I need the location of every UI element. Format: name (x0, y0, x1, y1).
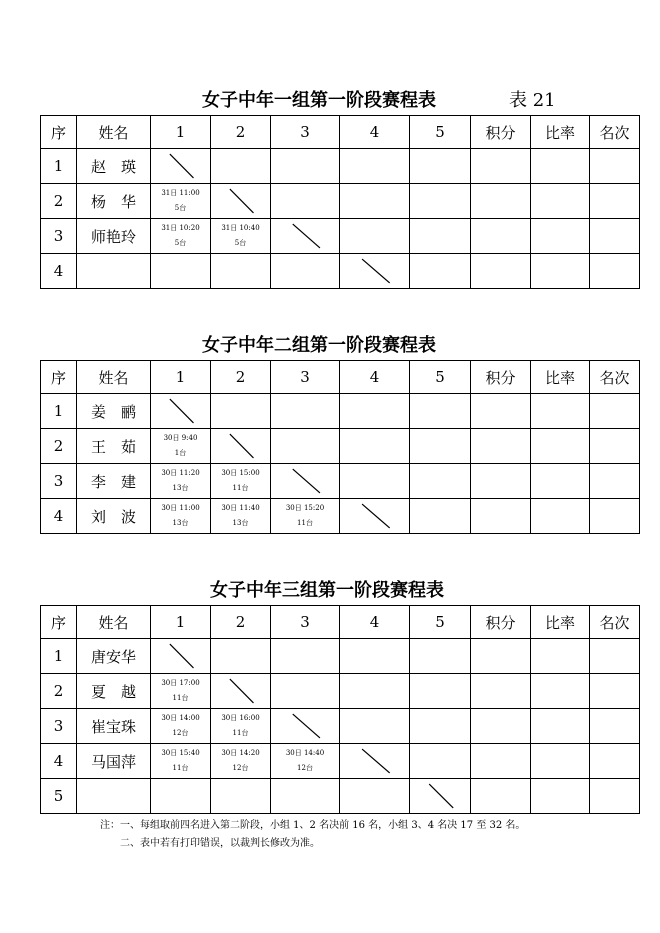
table-row (41, 149, 640, 184)
empty-cell (410, 254, 471, 289)
column-header: 姓名 (77, 116, 151, 149)
table-row (41, 674, 640, 709)
match-info (151, 711, 210, 741)
match-info (211, 746, 270, 776)
column-header: 积分 (471, 361, 531, 394)
match-table: 11台 (232, 729, 249, 737)
column-header: 5 (410, 361, 471, 394)
column-header: 积分 (471, 116, 531, 149)
column-header: 4 (340, 606, 410, 639)
empty-cell (410, 674, 471, 709)
column-header: 名次 (590, 606, 640, 639)
match-info (151, 221, 210, 251)
self-match-diagonal (271, 709, 340, 744)
empty-cell (271, 429, 340, 464)
empty-cell (471, 219, 531, 254)
seed-number: 5 (41, 779, 77, 814)
empty-cell (471, 184, 531, 219)
empty-cell (590, 709, 640, 744)
empty-cell (471, 709, 531, 744)
match-cell (151, 464, 211, 499)
empty-cell (590, 184, 640, 219)
empty-cell (531, 394, 590, 429)
player-name (77, 254, 151, 289)
empty-cell (271, 639, 340, 674)
diagonal-line (151, 639, 210, 673)
self-match-diagonal (211, 674, 271, 709)
empty-cell (471, 674, 531, 709)
match-time: 31日 10:40 (221, 224, 260, 232)
match-table: 5台 (174, 239, 187, 247)
empty-cell (590, 464, 640, 499)
column-header: 序 (41, 116, 77, 149)
match-time: 30日 11:40 (221, 504, 260, 512)
empty-cell (590, 674, 640, 709)
column-header: 2 (211, 606, 271, 639)
diagonal-line (410, 779, 470, 813)
seed-number: 4 (41, 499, 77, 534)
match-cell (271, 499, 340, 534)
column-header: 3 (271, 606, 340, 639)
empty-cell (531, 744, 590, 779)
match-time: 30日 14:40 (285, 749, 325, 757)
column-header: 比率 (531, 606, 590, 639)
table-row (41, 429, 640, 464)
empty-cell (211, 254, 271, 289)
header-row (41, 606, 640, 639)
player-name: 姜 鹂 (77, 394, 151, 429)
empty-cell (471, 744, 531, 779)
group-1-title: 女子中年一组第一阶段赛程表 (202, 90, 436, 111)
empty-cell (531, 429, 590, 464)
player-name: 马国萍 (77, 744, 151, 779)
empty-cell (340, 149, 410, 184)
match-table: 13台 (172, 484, 189, 492)
empty-cell (410, 464, 471, 499)
column-header: 5 (410, 116, 471, 149)
empty-cell (531, 499, 590, 534)
match-info (151, 676, 210, 706)
empty-cell (531, 779, 590, 814)
match-time: 30日 15:20 (285, 504, 325, 512)
empty-cell (340, 429, 410, 464)
diagonal-line (211, 674, 270, 708)
column-header: 序 (41, 361, 77, 394)
empty-cell (590, 639, 640, 674)
group-2-title: 女子中年二组第一阶段赛程表 (202, 335, 436, 356)
match-info (271, 746, 339, 776)
table-row (41, 219, 640, 254)
header-row (41, 116, 640, 149)
column-header: 比率 (531, 116, 590, 149)
match-time: 31日 10:20 (161, 224, 200, 232)
column-header: 5 (410, 606, 471, 639)
match-info (211, 466, 270, 496)
table-row (41, 639, 640, 674)
empty-cell (271, 254, 340, 289)
match-time: 30日 14:00 (161, 714, 200, 722)
empty-cell (590, 429, 640, 464)
seed-number: 1 (41, 149, 77, 184)
empty-cell (410, 709, 471, 744)
empty-cell (340, 709, 410, 744)
table-number-label: 表 21 (509, 90, 556, 111)
seed-number: 2 (41, 674, 77, 709)
column-header: 1 (151, 361, 211, 394)
match-cell (151, 499, 211, 534)
empty-cell (410, 394, 471, 429)
column-header: 姓名 (77, 606, 151, 639)
self-match-diagonal (151, 149, 211, 184)
column-header: 4 (340, 116, 410, 149)
match-cell (151, 674, 211, 709)
empty-cell (471, 779, 531, 814)
match-table: 13台 (172, 519, 189, 527)
match-cell (151, 744, 211, 779)
diagonal-line (211, 429, 270, 463)
diagonal-line (271, 709, 339, 743)
group-1-schedule-table (40, 115, 640, 289)
match-info (151, 746, 210, 776)
column-header: 2 (211, 116, 271, 149)
match-info (151, 501, 210, 531)
empty-cell (590, 219, 640, 254)
match-info (211, 501, 270, 531)
match-table: 13台 (232, 519, 249, 527)
header-row (41, 361, 640, 394)
player-name: 唐安华 (77, 639, 151, 674)
table-row (41, 744, 640, 779)
match-time: 30日 15:00 (221, 469, 260, 477)
empty-cell (471, 429, 531, 464)
diagonal-line (151, 149, 210, 183)
empty-cell (211, 639, 271, 674)
table-row (41, 709, 640, 744)
column-header: 比率 (531, 361, 590, 394)
empty-cell (590, 394, 640, 429)
group-3-schedule-table (40, 605, 640, 814)
match-info (151, 431, 210, 461)
empty-cell (271, 184, 340, 219)
empty-cell (471, 149, 531, 184)
match-time: 30日 14:20 (221, 749, 260, 757)
empty-cell (151, 254, 211, 289)
player-name: 李 建 (77, 464, 151, 499)
player-name: 刘 波 (77, 499, 151, 534)
match-info (211, 221, 270, 251)
empty-cell (531, 149, 590, 184)
column-header: 名次 (590, 361, 640, 394)
seed-number: 4 (41, 254, 77, 289)
match-info (211, 711, 270, 741)
match-info (271, 501, 339, 531)
match-time: 30日 15:40 (161, 749, 200, 757)
diagonal-line (340, 499, 409, 533)
empty-cell (590, 499, 640, 534)
note-line-1: 注：一、每组取前四名进入第二阶段，小组 1、2 名决前 16 名，小组 3、4 名决 17 至 32 名。 (100, 820, 526, 831)
match-table: 12台 (172, 729, 189, 737)
empty-cell (590, 149, 640, 184)
match-table: 5台 (174, 204, 187, 212)
match-table: 11台 (232, 484, 249, 492)
column-header: 序 (41, 606, 77, 639)
self-match-diagonal (271, 464, 340, 499)
match-time: 30日 16:00 (221, 714, 260, 722)
empty-cell (471, 254, 531, 289)
match-table: 11台 (172, 764, 189, 772)
empty-cell (211, 394, 271, 429)
empty-cell (590, 744, 640, 779)
seed-number: 3 (41, 709, 77, 744)
table-row (41, 779, 640, 814)
notes (100, 817, 525, 853)
match-time: 30日 11:20 (161, 469, 200, 477)
table-row (41, 499, 640, 534)
empty-cell (271, 394, 340, 429)
column-header: 3 (271, 361, 340, 394)
player-name: 夏 越 (77, 674, 151, 709)
column-header: 3 (271, 116, 340, 149)
match-cell (151, 219, 211, 254)
group-2-schedule-table (40, 360, 640, 534)
seed-number: 1 (41, 639, 77, 674)
column-header: 1 (151, 116, 211, 149)
table-row (41, 184, 640, 219)
match-time: 30日 17:00 (161, 679, 200, 687)
empty-cell (410, 499, 471, 534)
self-match-diagonal (340, 499, 410, 534)
empty-cell (410, 184, 471, 219)
match-cell (271, 744, 340, 779)
self-match-diagonal (151, 639, 211, 674)
self-match-diagonal (211, 184, 271, 219)
column-header: 积分 (471, 606, 531, 639)
match-table: 1台 (174, 449, 187, 457)
self-match-diagonal (340, 744, 410, 779)
empty-cell (531, 464, 590, 499)
match-cell (211, 464, 271, 499)
empty-cell (531, 674, 590, 709)
player-name: 师艳玲 (77, 219, 151, 254)
match-table: 5台 (234, 239, 247, 247)
seed-number: 3 (41, 219, 77, 254)
match-table: 12台 (297, 764, 313, 772)
empty-cell (271, 149, 340, 184)
empty-cell (271, 674, 340, 709)
diagonal-line (340, 744, 409, 778)
match-info (151, 466, 210, 496)
note-line-2: 二、表中若有打印错误，以裁判长修改为准。 (100, 838, 320, 849)
match-cell (211, 709, 271, 744)
empty-cell (211, 149, 271, 184)
empty-cell (340, 674, 410, 709)
empty-cell (340, 464, 410, 499)
table-row (41, 254, 640, 289)
self-match-diagonal (410, 779, 471, 814)
seed-number: 2 (41, 429, 77, 464)
empty-cell (531, 709, 590, 744)
empty-cell (211, 779, 271, 814)
empty-cell (471, 499, 531, 534)
empty-cell (340, 184, 410, 219)
diagonal-line (271, 219, 339, 253)
empty-cell (531, 184, 590, 219)
empty-cell (471, 394, 531, 429)
seed-number: 2 (41, 184, 77, 219)
table-row (41, 464, 640, 499)
empty-cell (471, 464, 531, 499)
self-match-diagonal (211, 429, 271, 464)
diagonal-line (151, 394, 210, 428)
column-header: 4 (340, 361, 410, 394)
self-match-diagonal (340, 254, 410, 289)
column-header: 1 (151, 606, 211, 639)
player-name: 赵 瑛 (77, 149, 151, 184)
match-info (151, 186, 210, 216)
match-cell (151, 429, 211, 464)
match-cell (211, 499, 271, 534)
table-row (41, 394, 640, 429)
column-header: 姓名 (77, 361, 151, 394)
match-table: 11台 (172, 694, 189, 702)
seed-number: 4 (41, 744, 77, 779)
diagonal-line (211, 184, 270, 218)
empty-cell (590, 254, 640, 289)
empty-cell (271, 779, 340, 814)
empty-cell (340, 779, 410, 814)
player-name: 崔宝珠 (77, 709, 151, 744)
self-match-diagonal (271, 219, 340, 254)
match-cell (151, 184, 211, 219)
match-cell (211, 744, 271, 779)
match-time: 30日 9:40 (163, 434, 198, 442)
empty-cell (410, 639, 471, 674)
empty-cell (590, 779, 640, 814)
seed-number: 1 (41, 394, 77, 429)
match-time: 30日 11:00 (161, 504, 200, 512)
empty-cell (531, 219, 590, 254)
empty-cell (410, 429, 471, 464)
match-table: 12台 (232, 764, 249, 772)
match-cell (151, 709, 211, 744)
empty-cell (340, 639, 410, 674)
column-header: 名次 (590, 116, 640, 149)
match-time: 31日 11:00 (161, 189, 200, 197)
empty-cell (151, 779, 211, 814)
empty-cell (340, 219, 410, 254)
self-match-diagonal (151, 394, 211, 429)
empty-cell (471, 639, 531, 674)
column-header: 2 (211, 361, 271, 394)
match-cell (211, 219, 271, 254)
diagonal-line (271, 464, 339, 498)
empty-cell (340, 394, 410, 429)
empty-cell (410, 149, 471, 184)
group-3-title: 女子中年三组第一阶段赛程表 (210, 580, 444, 601)
empty-cell (410, 219, 471, 254)
player-name: 杨 华 (77, 184, 151, 219)
player-name: 王 茹 (77, 429, 151, 464)
empty-cell (531, 639, 590, 674)
match-table: 11台 (297, 519, 313, 527)
empty-cell (410, 744, 471, 779)
seed-number: 3 (41, 464, 77, 499)
diagonal-line (340, 254, 409, 288)
empty-cell (531, 254, 590, 289)
player-name (77, 779, 151, 814)
